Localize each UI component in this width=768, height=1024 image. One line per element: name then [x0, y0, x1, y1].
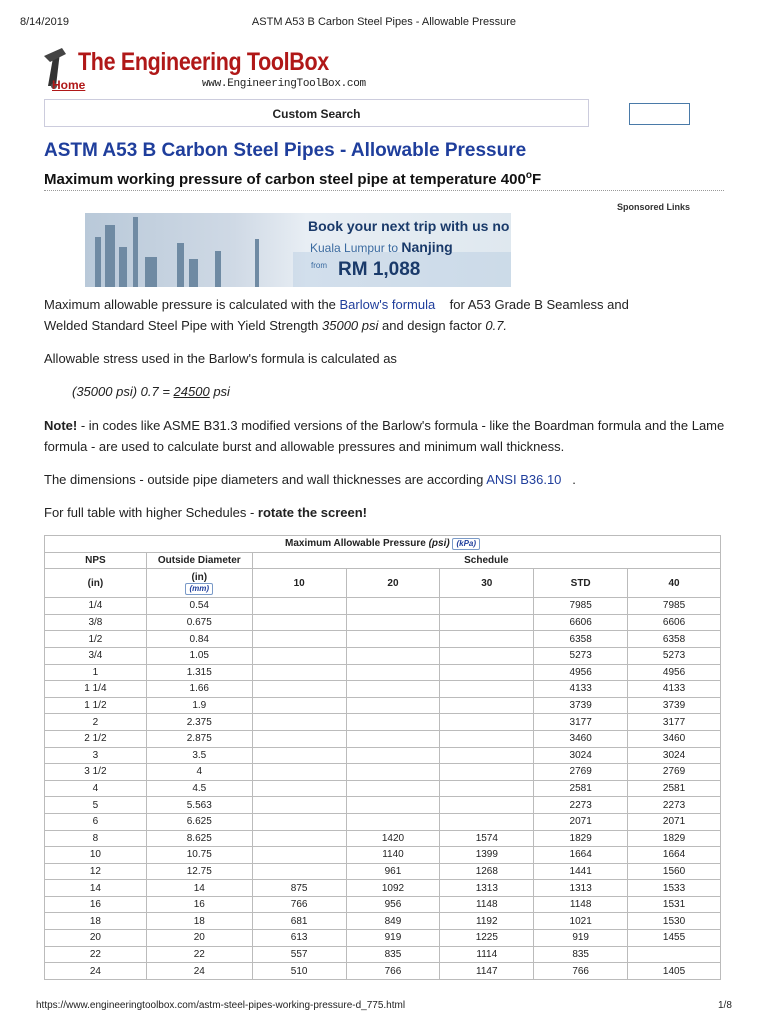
table-row [45, 681, 721, 698]
table-cell: 12.75 [146, 863, 252, 880]
subtitle-degree: o [525, 170, 532, 181]
table-cell [252, 747, 346, 764]
search-button[interactable] [629, 103, 690, 125]
table-cell: 3460 [628, 730, 721, 747]
table-cell [440, 797, 534, 814]
table-cell: 1533 [628, 880, 721, 897]
table-row [45, 730, 721, 747]
dimensions-paragraph [44, 469, 734, 490]
table-cell: 919 [346, 930, 440, 947]
table-row [45, 764, 721, 781]
table-cell: 4133 [534, 681, 628, 698]
table-cell: 1560 [628, 863, 721, 880]
table-cell [440, 631, 534, 648]
table-cell [628, 946, 721, 963]
od-unit [146, 569, 252, 598]
table-cell: 5273 [628, 647, 721, 664]
table-cell: 3177 [628, 714, 721, 731]
rotate-hint: rotate the screen! [257, 505, 367, 520]
table-cell: 1268 [440, 863, 534, 880]
table-cell: 2581 [534, 780, 628, 797]
table-row [45, 830, 721, 847]
table-row [45, 880, 721, 897]
table-cell: 4133 [628, 681, 721, 698]
ansi-b36-10-link[interactable]: ANSI B36.10 [486, 472, 562, 487]
ad-route [310, 239, 453, 255]
yield-strength: 35000 psi [322, 318, 379, 333]
table-cell [252, 830, 346, 847]
nps-unit: (in) [45, 569, 147, 598]
table-cell: 1021 [534, 913, 628, 930]
schedule-header: 40 [628, 569, 721, 598]
table-cell: 849 [346, 913, 440, 930]
table-cell: 5 [45, 797, 147, 814]
table-cell: 7985 [628, 598, 721, 615]
table-cell: 10 [45, 847, 147, 864]
table-cell: 1 1/4 [45, 681, 147, 698]
table-cell: 16 [45, 896, 147, 913]
table-cell [252, 780, 346, 797]
subtitle-unit: F [531, 171, 542, 188]
table-row [45, 863, 721, 880]
footer-url: https://www.engineeringtoolbox.com/astm-steel-pipes-working-pressure-d_775.html [36, 1000, 406, 1011]
note-paragraph [44, 415, 734, 457]
text: and design factor [378, 318, 486, 333]
table-cell [440, 813, 534, 830]
intro-paragraph [44, 294, 734, 336]
table-cell: 3024 [534, 747, 628, 764]
table-cell: 1405 [628, 963, 721, 980]
table-caption [45, 536, 721, 553]
kpa-unit-toggle[interactable]: (kPa) [452, 538, 480, 550]
table-cell [440, 747, 534, 764]
table-cell: 2273 [628, 797, 721, 814]
col-outside-diameter: Outside Diameter [146, 552, 252, 569]
formula-value: 24500 [173, 384, 210, 399]
text: Welded Standard Steel Pipe with Yield Strength [44, 318, 322, 333]
table-row [45, 647, 721, 664]
table-row [45, 598, 721, 615]
table-cell [440, 647, 534, 664]
table-cell: 2.875 [146, 730, 252, 747]
table-cell: 4.5 [146, 780, 252, 797]
ad-price: RM 1,088 [338, 259, 421, 280]
ad-headline: Book your next trip with us no [308, 218, 510, 234]
table-cell: 1455 [628, 930, 721, 947]
table-cell: 835 [346, 946, 440, 963]
table-cell [440, 697, 534, 714]
table-cell: 5273 [534, 647, 628, 664]
table-cell: 835 [534, 946, 628, 963]
table-row [45, 913, 721, 930]
table-cell [346, 664, 440, 681]
formula-text: (35000 psi) 0.7 = [72, 384, 174, 399]
table-cell: 956 [346, 896, 440, 913]
table-cell: 1/2 [45, 631, 147, 648]
table-cell: 3/4 [45, 647, 147, 664]
table-row [45, 747, 721, 764]
table-cell: 14 [146, 880, 252, 897]
ad-route-city: Nanjing [401, 239, 453, 255]
table-cell [252, 614, 346, 631]
table-cell: 1148 [440, 896, 534, 913]
table-cell [346, 631, 440, 648]
table-cell: 18 [146, 913, 252, 930]
table-cell [346, 764, 440, 781]
table-row [45, 780, 721, 797]
table-cell: 1531 [628, 896, 721, 913]
table-cell: 1225 [440, 930, 534, 947]
table-cell: 20 [146, 930, 252, 947]
table-cell [346, 598, 440, 615]
table-cell: 0.84 [146, 631, 252, 648]
table-cell [440, 730, 534, 747]
sponsored-links-label: Sponsored Links [617, 202, 691, 212]
table-cell [346, 780, 440, 797]
col-schedule: Schedule [252, 552, 720, 569]
mm-unit-toggle[interactable]: (mm) [185, 583, 213, 595]
table-cell: 2071 [628, 813, 721, 830]
formula-unit: psi [209, 384, 230, 399]
table-cell [440, 714, 534, 731]
table-cell [440, 598, 534, 615]
table-cell: 12 [45, 863, 147, 880]
table-cell [440, 764, 534, 781]
table-cell: 2273 [534, 797, 628, 814]
table-cell: 1148 [534, 896, 628, 913]
table-cell: 1313 [440, 880, 534, 897]
table-cell [252, 847, 346, 864]
table-cell: 3/8 [45, 614, 147, 631]
table-row [45, 664, 721, 681]
table-cell [252, 647, 346, 664]
table-cell [252, 797, 346, 814]
table-cell: 2769 [628, 764, 721, 781]
custom-search-box[interactable]: Custom Search [44, 99, 589, 127]
table-cell: 10.75 [146, 847, 252, 864]
table-cell: 1 1/2 [45, 697, 147, 714]
table-row [45, 614, 721, 631]
table-cell: 4956 [534, 664, 628, 681]
caption-text: Maximum Allowable Pressure [284, 537, 426, 549]
table-cell: 3460 [534, 730, 628, 747]
table-cell: 1.9 [146, 697, 252, 714]
od-unit-in: (in) [191, 571, 208, 583]
table-row [45, 847, 721, 864]
table-cell: 0.54 [146, 598, 252, 615]
table-cell [252, 598, 346, 615]
table-cell: 14 [45, 880, 147, 897]
table-cell [440, 614, 534, 631]
table-cell [346, 797, 440, 814]
table-cell: 3.5 [146, 747, 252, 764]
table-row [45, 930, 721, 947]
table-cell: 3177 [534, 714, 628, 731]
ad-route-prefix: Kuala Lumpur to [310, 241, 399, 255]
table-cell [346, 614, 440, 631]
table-cell: 1441 [534, 863, 628, 880]
table-cell: 6.625 [146, 813, 252, 830]
table-cell: 20 [45, 930, 147, 947]
table-cell [252, 813, 346, 830]
schedule-header: STD [534, 569, 628, 598]
table-cell: 2 1/2 [45, 730, 147, 747]
table-cell: 22 [45, 946, 147, 963]
table-cell: 1664 [628, 847, 721, 864]
schedule-header: 30 [440, 569, 534, 598]
table-cell [346, 747, 440, 764]
table-cell: 681 [252, 913, 346, 930]
table-row [45, 813, 721, 830]
table-cell [346, 730, 440, 747]
schedule-header: 20 [346, 569, 440, 598]
table-cell: 22 [146, 946, 252, 963]
home-link[interactable]: Home [52, 78, 86, 92]
table-cell: 3024 [628, 747, 721, 764]
divider [44, 190, 724, 191]
table-cell [252, 681, 346, 698]
table-cell: 7985 [534, 598, 628, 615]
table-cell: 919 [534, 930, 628, 947]
print-date: 8/14/2019 [20, 16, 69, 28]
table-cell [440, 780, 534, 797]
table-cell: 1192 [440, 913, 534, 930]
table-cell: 1313 [534, 880, 628, 897]
table-cell: 3739 [628, 697, 721, 714]
table-cell: 1.66 [146, 681, 252, 698]
stress-paragraph: Allowable stress used in the Barlow's formula is calculated as [44, 351, 397, 366]
table-cell: 5.563 [146, 797, 252, 814]
table-cell: 8.625 [146, 830, 252, 847]
table-cell: 24 [45, 963, 147, 980]
table-cell: 24 [146, 963, 252, 980]
page-title: ASTM A53 B Carbon Steel Pipes - Allowable Pressure [44, 140, 527, 161]
table-cell: 766 [534, 963, 628, 980]
table-cell: 557 [252, 946, 346, 963]
table-cell [346, 697, 440, 714]
table-cell: 2.375 [146, 714, 252, 731]
note-text: - in codes like ASME B31.3 modified versions of the Barlow's formula - like the Boardman formula and the Lame formula - are used to calculate burst and allowable pressures and minimum wall thickness. [44, 418, 725, 454]
logo-title[interactable]: The Engineering ToolBox [78, 48, 329, 76]
table-cell [252, 863, 346, 880]
table-cell: 2 [45, 714, 147, 731]
table-cell: 0.675 [146, 614, 252, 631]
table-cell [346, 647, 440, 664]
table-cell: 3739 [534, 697, 628, 714]
table-cell: 766 [346, 963, 440, 980]
table-cell: 8 [45, 830, 147, 847]
table-cell: 1140 [346, 847, 440, 864]
table-cell: 18 [45, 913, 147, 930]
print-page-title: ASTM A53 B Carbon Steel Pipes - Allowable Pressure [251, 16, 517, 28]
table-cell [346, 681, 440, 698]
table-cell: 2581 [628, 780, 721, 797]
table-cell: 1399 [440, 847, 534, 864]
table-cell: 2769 [534, 764, 628, 781]
table-cell: 4 [146, 764, 252, 781]
table-cell: 6 [45, 813, 147, 830]
col-nps: NPS [45, 552, 147, 569]
table-row [45, 946, 721, 963]
table-cell: 6358 [628, 631, 721, 648]
allowable-pressure-table [44, 535, 721, 980]
table-cell [346, 813, 440, 830]
text: for A53 Grade B Seamless and [435, 297, 629, 312]
table-row [45, 896, 721, 913]
table-row [45, 714, 721, 731]
table-cell [252, 697, 346, 714]
table-cell: 1.315 [146, 664, 252, 681]
table-cell: 3 1/2 [45, 764, 147, 781]
table-cell [252, 631, 346, 648]
table-cell: 1829 [628, 830, 721, 847]
table-cell: 1 [45, 664, 147, 681]
table-cell [252, 730, 346, 747]
table-cell [252, 714, 346, 731]
text: Maximum allowable pressure is calculated with the [44, 297, 340, 312]
table-cell: 1147 [440, 963, 534, 980]
table-cell: 6358 [534, 631, 628, 648]
design-factor: 0.7. [485, 318, 508, 333]
table-row [45, 797, 721, 814]
table-cell: 613 [252, 930, 346, 947]
table-cell: 4956 [628, 664, 721, 681]
table-row [45, 697, 721, 714]
rotate-paragraph [44, 502, 734, 523]
table-cell: 510 [252, 963, 346, 980]
table-cell: 16 [146, 896, 252, 913]
table-cell [346, 714, 440, 731]
footer-page-number: 1/8 [718, 1000, 732, 1011]
table-cell: 1114 [440, 946, 534, 963]
table-cell: 1574 [440, 830, 534, 847]
caption-unit: (psi) [428, 537, 450, 549]
table-cell: 766 [252, 896, 346, 913]
table-cell: 1420 [346, 830, 440, 847]
table-cell: 1530 [628, 913, 721, 930]
schedule-header: 10 [252, 569, 346, 598]
note-label: Note! [44, 418, 78, 433]
table-row [45, 963, 721, 980]
table-cell [440, 681, 534, 698]
ad-from: from [311, 261, 327, 270]
table-cell: 3 [45, 747, 147, 764]
page-subtitle [44, 170, 541, 188]
table-cell: 6606 [534, 614, 628, 631]
table-cell: 1/4 [45, 598, 147, 615]
table-cell: 6606 [628, 614, 721, 631]
table-cell [252, 764, 346, 781]
table-row [45, 631, 721, 648]
logo-url: www.EngineeringToolBox.com [202, 78, 366, 90]
table-cell: 1829 [534, 830, 628, 847]
subtitle-text: Maximum working pressure of carbon steel pipe at temperature 400 [44, 171, 526, 188]
text: . [561, 472, 576, 487]
table-cell [440, 664, 534, 681]
table-cell: 961 [346, 863, 440, 880]
table-cell: 1.05 [146, 647, 252, 664]
table-cell: 875 [252, 880, 346, 897]
barlows-formula-link[interactable]: Barlow's formula [339, 297, 436, 312]
stress-formula [72, 381, 762, 402]
table-cell: 1092 [346, 880, 440, 897]
text: For full table with higher Schedules - [44, 505, 258, 520]
table-cell: 1664 [534, 847, 628, 864]
text: The dimensions - outside pipe diameters and wall thicknesses are according [44, 472, 487, 487]
table-cell [252, 664, 346, 681]
table-cell: 4 [45, 780, 147, 797]
table-cell: 2071 [534, 813, 628, 830]
